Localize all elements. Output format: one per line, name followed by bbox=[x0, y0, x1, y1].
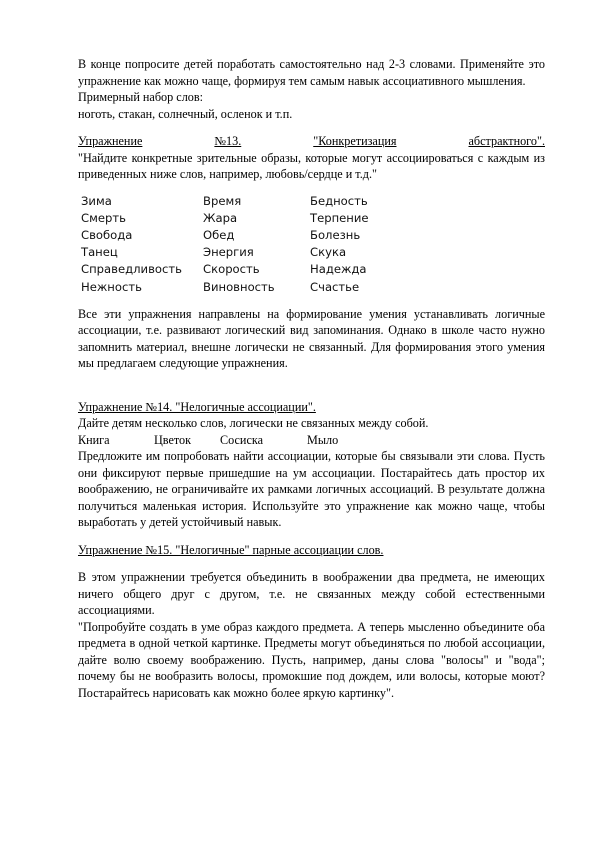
word: Энергия bbox=[203, 245, 254, 260]
word: Зима bbox=[81, 193, 112, 208]
word: Время bbox=[203, 193, 242, 208]
word: Счастье bbox=[310, 279, 360, 294]
spacer bbox=[78, 558, 545, 569]
word: Цветок bbox=[154, 432, 192, 447]
word: Жара bbox=[203, 210, 238, 225]
word-row bbox=[81, 244, 545, 261]
word: Виновность bbox=[203, 279, 275, 294]
sample-words: ноготь, стакан, солнечный, осленок и т.п. bbox=[78, 106, 293, 121]
word-row bbox=[81, 227, 545, 244]
exercise-14-title: Упражнение №14. "Нелогичные ассоциации". bbox=[78, 399, 316, 414]
spacer bbox=[78, 122, 545, 133]
word: Обед bbox=[203, 227, 235, 242]
word: Скука bbox=[310, 245, 347, 260]
exercise-15-paragraph-1: В этом упражнении требуется объединить в воображении два предмета, не имеющих ничего общего друг с другом, т.е. не связанных между собой естественными ассоциациями. bbox=[78, 570, 545, 618]
exercise-15-paragraph-2: "Попробуйте создать в уме образ каждого предмета. А теперь мысленно объедините оба предмета в одной четкой картинке. Предметы могут объединяться по любой ассоциации, дайте волю своему воображению. Пусть, например, даны слова "волосы" и "вода"; почему бы не вообразить волосы, промокшие под дождем, или волосы, которые моют? Постарайтесь нарисовать как можно более яркую картинку". bbox=[78, 619, 545, 700]
word: Смерть bbox=[81, 210, 126, 225]
word: Книга bbox=[78, 432, 110, 447]
word: Нежность bbox=[81, 279, 142, 294]
exercise-13-word-table bbox=[81, 193, 545, 296]
word: Мыло bbox=[307, 432, 339, 447]
word: Танец bbox=[81, 245, 118, 260]
word: Скорость bbox=[203, 262, 260, 277]
word-row bbox=[81, 210, 545, 227]
exercise-13-conclusion: Все эти упражнения направлены на формирование умения устанавливать логичные ассоциации, т.е. развивают логический вид запоминания. Однако в школе часто нужно запомнить материал, внешне логически не связанный. Для формирования этого умения мы предлагаем следующие упражнения. bbox=[78, 306, 545, 371]
word: Терпение bbox=[310, 210, 369, 225]
word: Надежда bbox=[310, 262, 367, 277]
exercise-14-words bbox=[78, 432, 545, 449]
word-row bbox=[81, 261, 545, 278]
document-page bbox=[78, 56, 545, 701]
exercise-13-instruction: "Найдите конкретные зрительные образы, которые могут ассоциироваться с каждым из приведенных ниже слов, например, любовь/сердце и т.д." bbox=[78, 150, 545, 181]
exercise-14-text: Предложите им попробовать найти ассоциации, которые бы связывали эти слова. Пусть они фиксируют первые пришедшие на ум ассоциации. Постарайтесь дать простор их воображению, не ограничивайте их рамками логичных ассоциаций. В результате должна получиться маленькая история. Используйте это упражнение как можно чаще, чтобы выработать у детей устойчивый навык. bbox=[78, 449, 545, 530]
exercise-13-title-part: Упражнение bbox=[78, 134, 143, 148]
spacer bbox=[78, 372, 545, 399]
word-row bbox=[81, 279, 545, 296]
word: Свобода bbox=[81, 227, 133, 242]
word: Болезнь bbox=[310, 227, 361, 242]
word-row bbox=[81, 193, 545, 210]
word: Бедность bbox=[310, 193, 368, 208]
exercise-13-title-part: "Конкретизация bbox=[313, 134, 397, 148]
sample-label: Примерный набор слов: bbox=[78, 90, 204, 104]
spacer bbox=[78, 531, 545, 542]
exercise-13-title bbox=[78, 133, 545, 150]
word: Справедливость bbox=[81, 262, 182, 277]
exercise-14-instruction: Дайте детям несколько слов, логически не связанных между собой. bbox=[78, 416, 429, 431]
word: Сосиска bbox=[220, 432, 264, 447]
exercise-13-title-part: абстрактного". bbox=[468, 134, 545, 148]
exercise-13-title-part: №13. bbox=[214, 134, 242, 148]
intro-paragraph: В конце попросите детей поработать самостоятельно над 2-3 словами. Применяйте это упражнение как можно чаще, формируя тем самым навык ассоциативного мышления. bbox=[78, 57, 545, 88]
exercise-15-title: Упражнение №15. "Нелогичные" парные ассоциации слов. bbox=[78, 542, 384, 557]
